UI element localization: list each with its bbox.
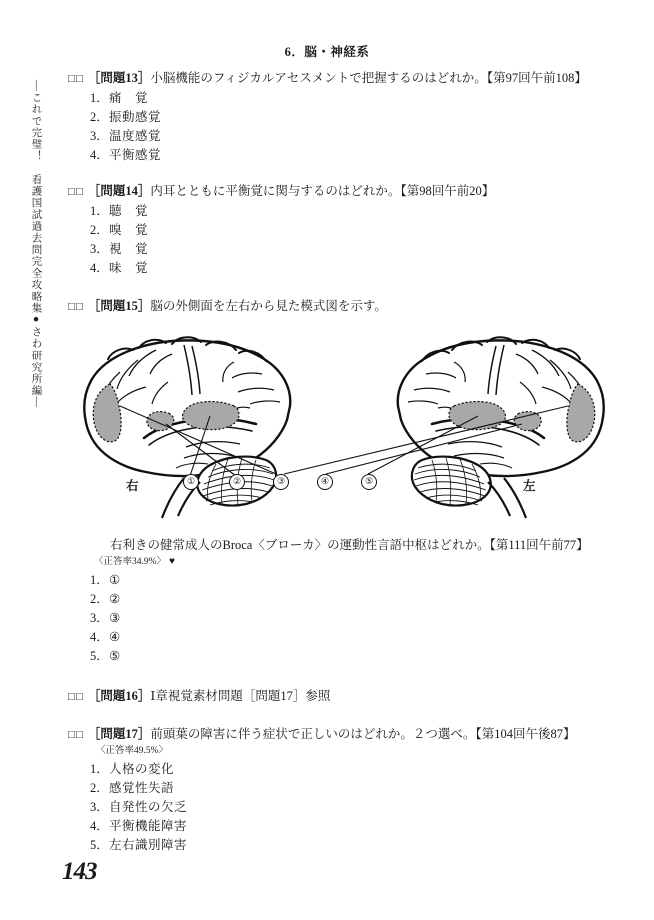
question-text-13: 小脳機能のフィジカルアセスメントで把握するのはどれか。	[150, 71, 487, 85]
content-column	[68, 70, 620, 855]
spacer	[68, 666, 620, 688]
question-tag-15: ［問題15］	[87, 299, 151, 313]
sub-question-body: 右利きの健常成人のBroca〈ブローカ〉の運動性言語中枢はどれか。	[110, 538, 490, 552]
question-heading-14	[68, 183, 620, 201]
choice-item[interactable]	[68, 259, 620, 278]
question-heading-15	[68, 298, 620, 316]
callout-marker-1: ①	[183, 474, 199, 490]
question-tag-16: ［問題16］	[87, 689, 151, 703]
question-text-14: 内耳とともに平衡覚に関与するのはどれか。	[150, 184, 401, 198]
choice-text: 自発性の欠乏	[109, 800, 188, 814]
choice-number: 4．	[90, 819, 109, 833]
figure-label-left: 左	[523, 479, 536, 493]
choice-list-13	[68, 89, 620, 165]
choice-text: ③	[109, 611, 121, 625]
question-block-14	[68, 183, 620, 278]
question-block-17	[68, 726, 620, 855]
choice-item[interactable]	[68, 647, 620, 666]
sub-question-source: 【第111回午前77】	[489, 538, 589, 552]
choice-text: 人格の変化	[109, 762, 175, 776]
choice-text: 痛 覚	[109, 91, 149, 105]
choice-item[interactable]	[68, 108, 620, 127]
question-block-15	[68, 298, 620, 666]
choice-number: 3．	[90, 611, 109, 625]
choice-number: 2．	[90, 110, 109, 124]
checkbox-pair-13[interactable]: □□	[68, 73, 84, 85]
choice-text: 温度感覚	[109, 129, 162, 143]
question-text-15: 脳の外側面を左右から見た模式図を示す。	[150, 299, 387, 313]
side-caption: ―これで完璧！ 看護国試過去問完全攻略集●さわ研究所編―	[30, 80, 42, 409]
page-number: 143	[62, 858, 97, 885]
choice-item[interactable]	[68, 779, 620, 798]
choice-text: 聴 覚	[109, 204, 149, 218]
choice-item[interactable]	[68, 221, 620, 240]
choice-number: 2．	[90, 592, 109, 606]
choice-text: ⑤	[109, 649, 121, 663]
choice-number: 4．	[90, 261, 109, 275]
question-heading-13	[68, 70, 620, 88]
choice-item[interactable]	[68, 590, 620, 609]
choice-list-15	[68, 571, 620, 666]
choice-number: 1．	[90, 204, 109, 218]
answer-rate-15	[94, 554, 620, 570]
choice-number: 1．	[90, 762, 109, 776]
sub-question-text-15	[110, 536, 620, 554]
choice-number: 1．	[90, 91, 109, 105]
choice-number: 4．	[90, 630, 109, 644]
question-text-17: 前頭葉の障害に伴う症状で正しいのはどれか。２つ選べ。	[150, 727, 476, 741]
choice-number: 3．	[90, 242, 109, 256]
question-heading-17	[68, 726, 620, 744]
choice-text: 振動感覚	[109, 110, 162, 124]
brain-diagram-svg	[68, 324, 620, 524]
choice-item[interactable]	[68, 202, 620, 221]
checkbox-pair-14[interactable]: □□	[68, 186, 84, 198]
choice-item[interactable]	[68, 760, 620, 779]
brain-left-view	[398, 337, 604, 518]
choice-number: 2．	[90, 223, 109, 237]
callout-marker-4: ④	[317, 474, 333, 490]
choice-text: 左右識別障害	[109, 838, 188, 852]
choice-number: 3．	[90, 129, 109, 143]
question-tag-17: ［問題17］	[87, 727, 151, 741]
brain-lateral-diagram	[68, 324, 620, 524]
choice-text: 嗅 覚	[109, 223, 149, 237]
choice-text: ②	[109, 592, 121, 606]
choice-text: 平衡機能障害	[109, 819, 188, 833]
spacer	[68, 165, 620, 183]
choice-text: 平衡感覚	[109, 148, 162, 162]
choice-item[interactable]	[68, 571, 620, 590]
choice-text: 味 覚	[109, 261, 149, 275]
choice-text: ④	[109, 630, 121, 644]
question-tag-14: ［問題14］	[87, 184, 151, 198]
spacer	[68, 278, 620, 298]
choice-item[interactable]	[68, 146, 620, 165]
choice-item[interactable]	[68, 836, 620, 855]
running-head: 6．脳・神経系	[284, 45, 370, 59]
choice-number: 5．	[90, 649, 109, 663]
choice-item[interactable]	[68, 127, 620, 146]
question-source-17: 【第104回午後87】	[475, 727, 576, 741]
callout-marker-5: ⑤	[361, 474, 377, 490]
question-source-13: 【第97回午前108】	[486, 71, 587, 85]
choice-text: 感覚性失語	[109, 781, 175, 795]
checkbox-pair-16[interactable]: □□	[68, 691, 84, 703]
question-block-16	[68, 688, 620, 706]
choice-number: 4．	[90, 148, 109, 162]
answer-rate-value: 〈正答率34.9%〉	[94, 557, 167, 567]
choice-number: 2．	[90, 781, 109, 795]
choice-item[interactable]	[68, 798, 620, 817]
question-tag-13: ［問題13］	[87, 71, 151, 85]
spacer	[68, 706, 620, 726]
question-text-16: Ⅰ章視覚素材問題［問題17］参照	[150, 689, 331, 703]
callout-marker-2: ②	[229, 474, 245, 490]
choice-item[interactable]	[68, 240, 620, 259]
choice-number: 1．	[90, 573, 109, 587]
figure-label-right: 右	[126, 479, 139, 493]
question-block-13	[68, 70, 620, 165]
choice-number: 5．	[90, 838, 109, 852]
brain-right-view	[84, 337, 290, 518]
question-heading-16	[68, 688, 620, 706]
question-source-14: 【第98回午前20】	[400, 184, 495, 198]
choice-list-17	[68, 760, 620, 855]
choice-list-14	[68, 202, 620, 278]
checkbox-pair-17[interactable]: □□	[68, 729, 84, 741]
choice-text: ①	[109, 573, 121, 587]
heart-icon: ♥	[169, 556, 175, 567]
checkbox-pair-15[interactable]: □□	[68, 301, 84, 313]
answer-rate-17: 〈正答率49.5%〉	[96, 746, 169, 756]
choice-item[interactable]	[68, 817, 620, 836]
choice-item[interactable]	[68, 628, 620, 647]
choice-number: 3．	[90, 800, 109, 814]
choice-text: 視 覚	[109, 242, 149, 256]
choice-item[interactable]	[68, 609, 620, 628]
callout-marker-3: ③	[273, 474, 289, 490]
choice-item[interactable]	[68, 89, 620, 108]
